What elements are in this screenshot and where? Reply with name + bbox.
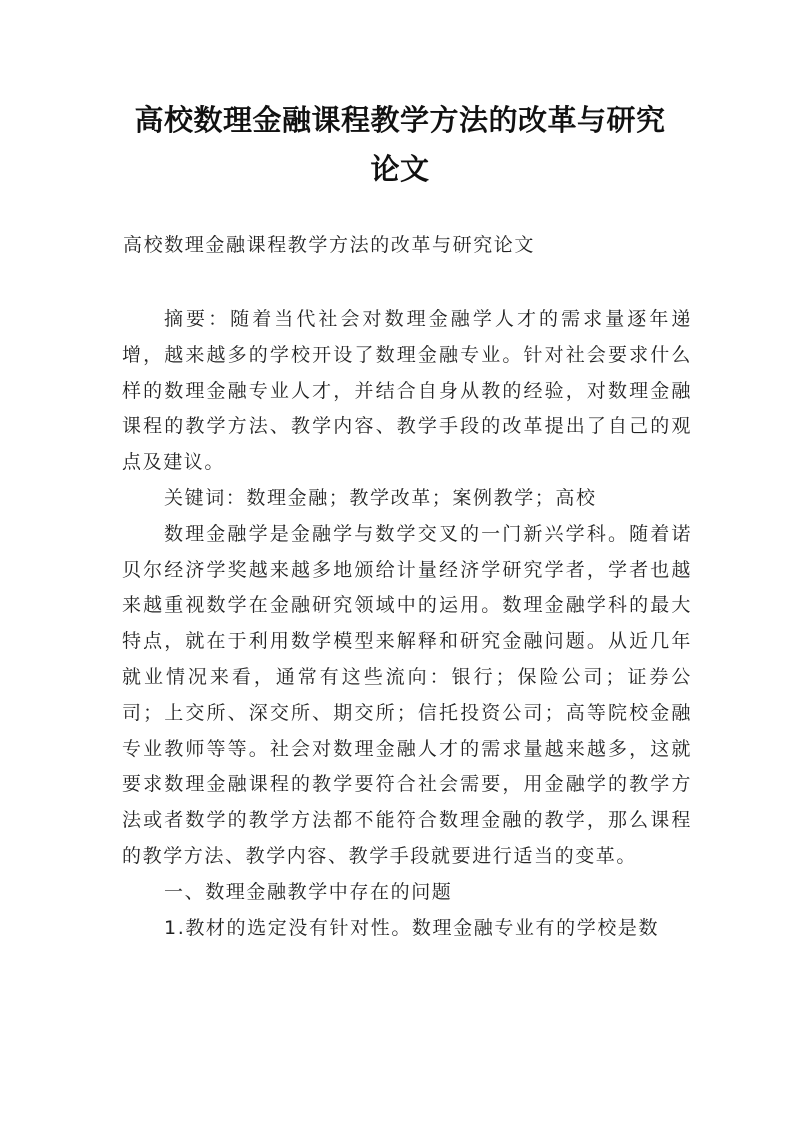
document-body xyxy=(122,302,692,946)
intro-paragraph: 数理金融学是金融学与数学交叉的一门新兴学科。随着诺贝尔经济学奖越来越多地颁给计量经济学研究学者，学者也越来越重视数学在金融研究领域中的运用。数理金融学科的最大特点，就在于利用数学模型来解释和研究金融问题。从近几年就业情况来看，通常有这些流向：银行；保险公司；证券公司；上交所、深交所、期交所；信托投资公司；高等院校金融专业教师等等。社会对数理金融人才的需求量越来越多，这就要求数理金融课程的教学要符合社会需要，用金融学的教学方法或者数学的教学方法都不能符合数理金融的教学，那么课程的教学方法、教学内容、教学手段就要进行适当的变革。 xyxy=(122,522,692,867)
document-title xyxy=(60,96,740,194)
body-paragraph: 1.教材的选定没有针对性。数理金融专业有的学校是数 xyxy=(164,916,660,939)
keywords-paragraph: 关键词：数理金融；教学改革；案例教学；高校 xyxy=(164,486,597,509)
document-subtitle: 高校数理金融课程教学方法的改革与研究论文 xyxy=(123,234,536,256)
section-heading: 一、数理金融教学中存在的问题 xyxy=(164,880,453,903)
title-line-1: 高校数理金融课程教学方法的改革与研究 xyxy=(134,103,666,137)
title-line-2: 论文 xyxy=(370,152,430,186)
abstract-paragraph: 摘要：随着当代社会对数理金融学人才的需求量逐年递增，越来越多的学校开设了数理金融专业。针对社会要求什么样的数理金融专业人才，并结合自身从教的经验，对数理金融课程的教学方法、教学内容、教学手段的改革提出了自己的观点及建议。 xyxy=(122,308,692,474)
